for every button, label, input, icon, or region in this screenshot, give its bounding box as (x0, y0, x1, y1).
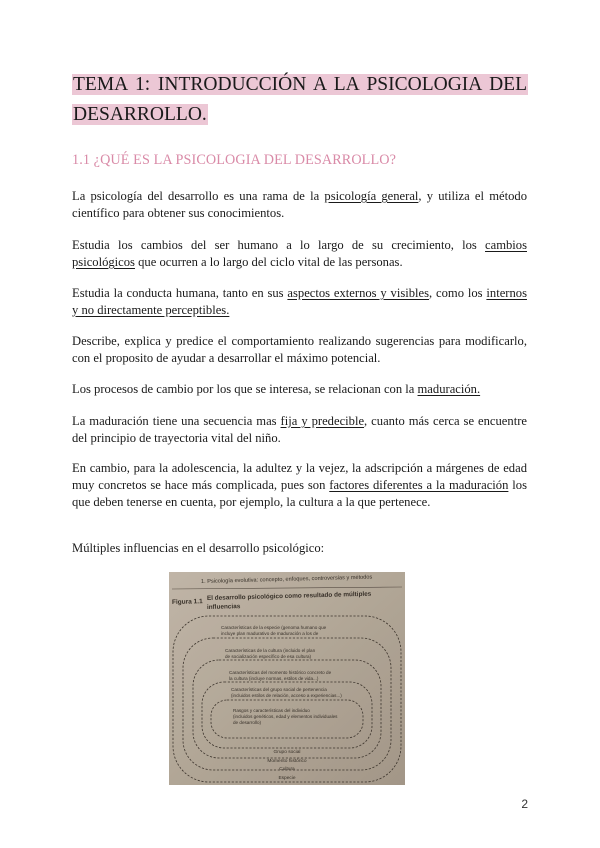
bottom-label-especie: Especie (278, 776, 296, 781)
paragraph-3: Estudia la conducta humana, tanto en sus aspectos externos y visibles, como los internos y no directamente perceptibles. (72, 286, 527, 317)
page-number: 2 (521, 797, 528, 811)
layer-5-line-2: (incluidos genéticos, edad y elementos individuales (233, 714, 338, 719)
paragraph-1: La psicología del desarrollo es una rama de la psicología general, y utiliza el método científico para obtener sus conocimientos. (72, 189, 527, 220)
paragraph-2: Estudia los cambios del ser humano a lo largo de su crecimiento, los cambios psicológicos que ocurren a lo largo del ciclo vital de las personas. (72, 238, 527, 269)
layer-4-line-1: Características del grupo social de pertenencia (231, 687, 327, 692)
paragraph-8: Múltiples influencias en el desarrollo psicológico: (72, 541, 325, 555)
layer-1-line-2: incluye plan madurativo de maduración a los de (221, 631, 319, 636)
bottom-label-grupo: Grupo social (273, 750, 301, 755)
underlined-term: cambios psicológicos (72, 238, 527, 269)
title-line-2: DESARROLLO. (73, 104, 207, 125)
underlined-term: internos y no directamente perceptibles. (72, 286, 527, 317)
underlined-term: psicología general (324, 189, 419, 203)
figure-caption-line-1: El desarrollo psicológico como resultado de múltiples (206, 590, 372, 602)
section-heading: 1.1 ¿QUÉ ES LA PSICOLOGIA DEL DESARROLLO? (72, 152, 396, 168)
layer-4-line-2: (incluidos estilos de relación, acceso a experiencias...) (231, 693, 342, 698)
figure-caption-line-2: influencias (206, 603, 241, 611)
bottom-label-cultura: Cultura (279, 767, 295, 772)
layer-3-line-1: Características del momento histórico concreto de (229, 670, 332, 675)
bottom-label-momento: Momento histórico (267, 759, 307, 764)
figure-header-text: 1. Psicología evolutiva: concepto, enfoques, controversias y métodos (200, 574, 373, 585)
paragraph-6: La maduración tiene una secuencia mas fija y predecible, cuanto más cerca se encuentre del principio de trayectoria vital del niño. (72, 414, 527, 445)
paragraph-5: Los procesos de cambio por los que se interesa, se relacionan con la maduración. (72, 382, 481, 396)
underlined-term: aspectos externos y visibles (287, 286, 430, 300)
underlined-term: maduración. (417, 382, 481, 396)
photo-shade (169, 572, 405, 785)
layer-3-line-2: la cultura (incluye normas, estilos de vida...) (229, 676, 319, 681)
figure-diagram (169, 572, 405, 785)
figure-label: Figura 1.1 (171, 598, 203, 606)
paragraph-7: En cambio, para la adolescencia, la adultez y la vejez, la adscripción a márgenes de edad muy concretos se hace más complicada, pues son factores diferentes a la maduración los que deben tenerse en cuenta, por ejemplo, la cultura a la que pertenece. (72, 461, 527, 509)
document-title (72, 70, 528, 130)
underlined-term: factores diferentes a la maduración (329, 478, 509, 492)
figure-photo (169, 572, 405, 785)
layer-2-line-1: Características de la cultura (incluido el plan (225, 648, 316, 653)
underlined-term: fija y predecible (280, 414, 365, 428)
layer-2-line-2: de socialización específico de esa cultura) (225, 654, 312, 659)
layer-1-line-1: Características de la especie (genoma humano que (221, 625, 327, 630)
layer-5-line-3: de desarrollo) (233, 720, 262, 725)
layer-5-line-1: Rasgos y características del individuo (233, 708, 310, 713)
title-line-1: TEMA 1: INTRODUCCIÓN A LA PSICOLOGIA DEL (73, 74, 527, 95)
paragraph-4: Describe, explica y predice el comportamiento realizando sugerencias para modificarlo, con el proposito de ayudar a desarrollar el máximo potencial. (72, 334, 527, 365)
